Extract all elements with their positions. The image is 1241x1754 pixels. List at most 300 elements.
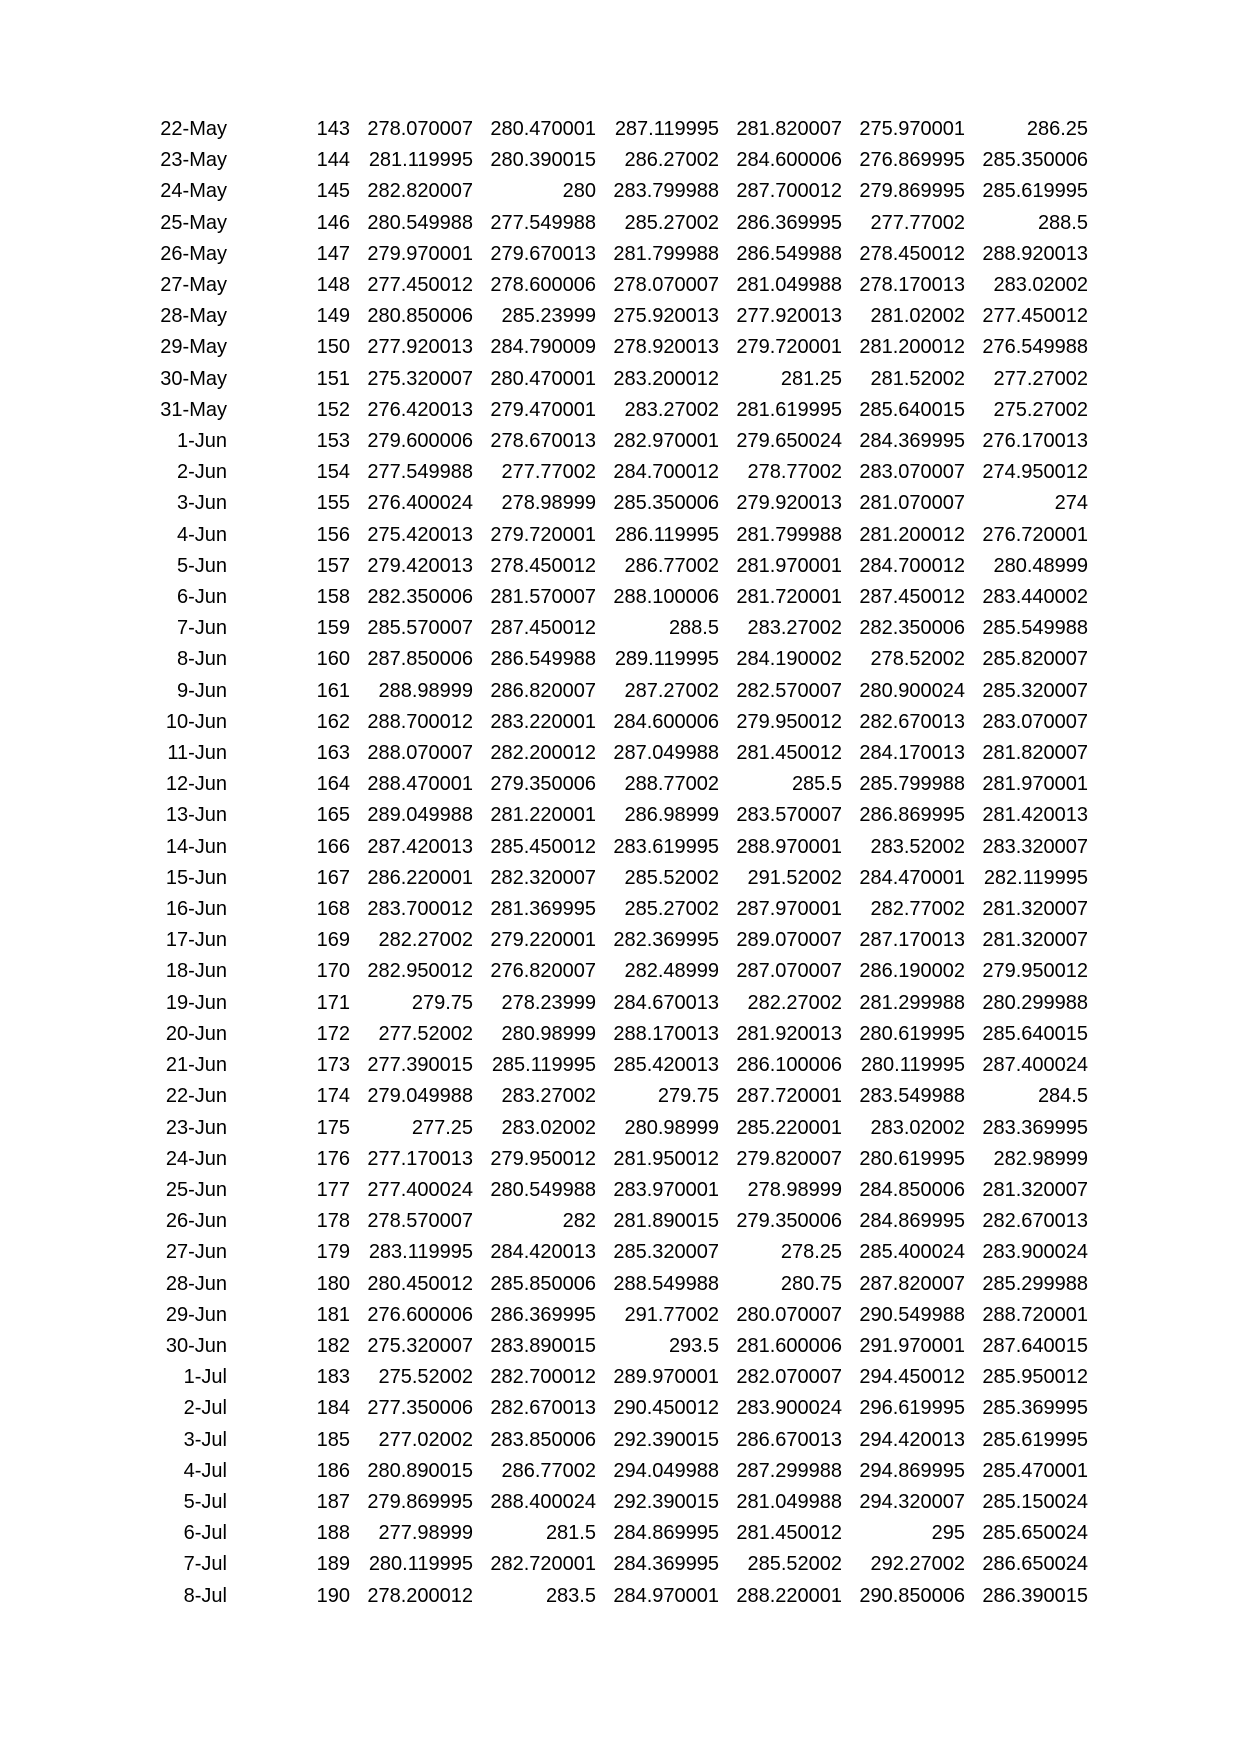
date-cell: 30-Jun xyxy=(165,1334,227,1357)
value-cell-2: 278.98999 xyxy=(501,492,596,515)
value-cell-6: 282.670013 xyxy=(982,1210,1088,1233)
value-cell-6: 274 xyxy=(1054,492,1088,515)
value-cell-2: 280.549988 xyxy=(490,1178,596,1201)
table-row xyxy=(146,769,1088,800)
value-cell-2: 280 xyxy=(562,180,596,203)
table-row xyxy=(146,239,1088,270)
day-number-cell: 187 xyxy=(316,1490,350,1513)
value-cell-6: 288.720001 xyxy=(982,1303,1088,1326)
value-cell-2: 284.790009 xyxy=(490,336,596,359)
day-number-cell: 170 xyxy=(316,960,350,983)
value-cell-1: 285.570007 xyxy=(367,617,473,640)
value-cell-1: 288.700012 xyxy=(367,710,473,733)
value-cell-4: 289.070007 xyxy=(736,929,842,952)
value-cell-2: 282.720001 xyxy=(490,1553,596,1576)
value-cell-6: 288.920013 xyxy=(982,242,1088,265)
day-number-cell: 153 xyxy=(316,430,350,453)
value-cell-5: 296.619995 xyxy=(859,1397,965,1420)
value-cell-2: 286.77002 xyxy=(501,1459,596,1482)
value-cell-1: 276.600006 xyxy=(367,1303,473,1326)
table-row xyxy=(146,1362,1088,1393)
value-cell-2: 280.470001 xyxy=(490,118,596,140)
value-cell-2: 283.220001 xyxy=(490,710,596,733)
value-cell-1: 286.220001 xyxy=(367,866,473,889)
day-number-cell: 168 xyxy=(316,898,350,921)
date-cell: 25-May xyxy=(160,211,227,234)
value-cell-4: 288.970001 xyxy=(736,835,842,858)
value-cell-4: 284.190002 xyxy=(736,648,842,671)
table-row xyxy=(146,676,1088,707)
value-cell-6: 275.27002 xyxy=(993,398,1088,421)
day-number-cell: 148 xyxy=(316,274,350,297)
value-cell-1: 277.98999 xyxy=(378,1522,473,1545)
table-row xyxy=(146,145,1088,176)
value-cell-5: 284.170013 xyxy=(859,742,965,765)
date-cell: 13-Jun xyxy=(165,804,227,827)
table-row xyxy=(146,1206,1088,1237)
day-number-cell: 160 xyxy=(316,648,350,671)
value-cell-1: 279.75 xyxy=(411,991,473,1014)
day-number-cell: 164 xyxy=(316,773,350,796)
value-cell-4: 281.799988 xyxy=(736,523,842,546)
table-row xyxy=(146,925,1088,956)
value-cell-2: 283.890015 xyxy=(490,1334,596,1357)
value-cell-2: 280.470001 xyxy=(490,367,596,390)
table-row xyxy=(146,738,1088,769)
value-cell-4: 283.570007 xyxy=(736,804,842,827)
value-cell-1: 277.170013 xyxy=(367,1147,473,1170)
value-cell-3: 284.600006 xyxy=(613,710,719,733)
value-cell-4: 281.25 xyxy=(780,367,842,390)
value-cell-5: 294.420013 xyxy=(859,1428,965,1451)
date-cell: 24-May xyxy=(160,180,227,203)
value-cell-6: 286.390015 xyxy=(982,1584,1088,1607)
table-row xyxy=(146,863,1088,894)
value-cell-3: 288.170013 xyxy=(613,1022,719,1045)
value-cell-3: 283.619995 xyxy=(613,835,719,858)
value-cell-4: 282.070007 xyxy=(736,1366,842,1389)
table-row xyxy=(146,488,1088,519)
table-row xyxy=(146,457,1088,488)
value-cell-6: 285.820007 xyxy=(982,648,1088,671)
table-row xyxy=(146,364,1088,395)
value-cell-6: 280.48999 xyxy=(993,554,1088,577)
value-cell-2: 286.820007 xyxy=(490,679,596,702)
value-cell-3: 281.890015 xyxy=(613,1210,719,1233)
value-cell-3: 285.27002 xyxy=(624,211,719,234)
value-cell-6: 281.820007 xyxy=(982,742,1088,765)
value-cell-4: 282.570007 xyxy=(736,679,842,702)
value-cell-3: 286.119995 xyxy=(614,523,719,546)
value-cell-3: 284.700012 xyxy=(613,461,719,484)
date-cell: 27-Jun xyxy=(165,1241,227,1264)
value-cell-5: 294.320007 xyxy=(859,1490,965,1513)
day-number-cell: 169 xyxy=(316,929,350,952)
value-cell-5: 286.190002 xyxy=(859,960,965,983)
value-cell-5: 294.450012 xyxy=(859,1366,965,1389)
value-cell-3: 279.75 xyxy=(657,1085,719,1108)
table-row xyxy=(146,1050,1088,1081)
value-cell-6: 281.420013 xyxy=(982,804,1088,827)
value-cell-4: 287.700012 xyxy=(736,180,842,203)
day-number-cell: 156 xyxy=(316,523,350,546)
value-cell-4: 279.720001 xyxy=(736,336,842,359)
value-cell-1: 279.869995 xyxy=(367,1490,473,1513)
date-cell: 10-Jun xyxy=(165,710,227,733)
table-row xyxy=(146,1144,1088,1175)
value-cell-3: 286.98999 xyxy=(624,804,719,827)
date-cell: 25-Jun xyxy=(165,1178,227,1201)
value-cell-6: 281.320007 xyxy=(982,929,1088,952)
day-number-cell: 175 xyxy=(316,1116,350,1139)
value-cell-1: 282.350006 xyxy=(367,586,473,609)
value-cell-5: 295 xyxy=(931,1522,965,1545)
value-cell-3: 284.869995 xyxy=(613,1522,719,1545)
value-cell-1: 277.390015 xyxy=(367,1054,473,1077)
value-cell-6: 285.369995 xyxy=(982,1397,1088,1420)
value-cell-1: 278.070007 xyxy=(367,118,473,140)
value-cell-6: 285.320007 xyxy=(982,679,1088,702)
value-cell-3: 283.970001 xyxy=(613,1178,719,1201)
table-row xyxy=(146,707,1088,738)
table-row xyxy=(146,613,1088,644)
day-number-cell: 161 xyxy=(316,679,350,702)
value-cell-1: 280.119995 xyxy=(368,1553,473,1576)
value-cell-4: 286.549988 xyxy=(736,242,842,265)
spreadsheet-page xyxy=(0,114,1241,1612)
value-cell-6: 285.950012 xyxy=(982,1366,1088,1389)
date-cell: 20-Jun xyxy=(165,1022,227,1045)
value-cell-1: 288.98999 xyxy=(378,679,473,702)
value-cell-3: 281.799988 xyxy=(613,242,719,265)
table-row xyxy=(146,644,1088,675)
value-cell-2: 285.450012 xyxy=(490,835,596,858)
value-cell-1: 275.320007 xyxy=(367,1334,473,1357)
value-cell-3: 283.799988 xyxy=(613,180,719,203)
table-row xyxy=(146,176,1088,207)
day-number-cell: 173 xyxy=(316,1054,350,1077)
day-number-cell: 150 xyxy=(316,336,350,359)
value-cell-3: 290.450012 xyxy=(613,1397,719,1420)
table-row xyxy=(146,832,1088,863)
value-cell-5: 278.52002 xyxy=(870,648,965,671)
value-cell-5: 276.869995 xyxy=(859,149,965,172)
value-cell-4: 280.070007 xyxy=(736,1303,842,1326)
value-cell-5: 281.200012 xyxy=(859,336,965,359)
table-row xyxy=(146,1456,1088,1487)
value-cell-2: 281.369995 xyxy=(490,898,596,921)
value-cell-6: 285.650024 xyxy=(982,1522,1088,1545)
table-row xyxy=(146,1393,1088,1424)
value-cell-5: 291.970001 xyxy=(859,1334,965,1357)
value-cell-5: 286.869995 xyxy=(859,804,965,827)
value-cell-3: 288.77002 xyxy=(624,773,719,796)
table-row xyxy=(146,332,1088,363)
value-cell-3: 293.5 xyxy=(668,1334,719,1357)
value-cell-6: 277.27002 xyxy=(993,367,1088,390)
date-cell: 26-May xyxy=(160,242,227,265)
day-number-cell: 158 xyxy=(316,586,350,609)
value-cell-2: 279.670013 xyxy=(490,242,596,265)
date-cell: 6-Jul xyxy=(183,1522,227,1545)
value-cell-5: 284.869995 xyxy=(859,1210,965,1233)
value-cell-4: 287.970001 xyxy=(736,898,842,921)
day-number-cell: 174 xyxy=(316,1085,350,1108)
value-cell-5: 290.850006 xyxy=(859,1584,965,1607)
day-number-cell: 151 xyxy=(316,367,350,390)
value-cell-4: 278.98999 xyxy=(747,1178,842,1201)
value-cell-2: 288.400024 xyxy=(490,1490,596,1513)
day-number-cell: 181 xyxy=(316,1303,350,1326)
table-row xyxy=(146,301,1088,332)
table-row xyxy=(146,1269,1088,1300)
value-cell-2: 282.200012 xyxy=(490,742,596,765)
value-cell-4: 281.720001 xyxy=(736,586,842,609)
table-row xyxy=(146,988,1088,1019)
day-number-cell: 166 xyxy=(316,835,350,858)
value-cell-6: 280.299988 xyxy=(982,991,1088,1014)
value-cell-2: 281.5 xyxy=(545,1522,596,1545)
value-cell-5: 284.369995 xyxy=(859,430,965,453)
value-cell-4: 283.900024 xyxy=(736,1397,842,1420)
value-cell-3: 284.970001 xyxy=(613,1584,719,1607)
day-number-cell: 143 xyxy=(316,118,350,140)
day-number-cell: 177 xyxy=(316,1178,350,1201)
value-cell-1: 283.700012 xyxy=(367,898,473,921)
value-cell-2: 278.600006 xyxy=(490,274,596,297)
table-row xyxy=(146,551,1088,582)
value-cell-6: 283.440002 xyxy=(982,586,1088,609)
value-cell-6: 283.900024 xyxy=(982,1241,1088,1264)
date-cell: 12-Jun xyxy=(165,773,227,796)
date-cell: 2-Jul xyxy=(183,1397,227,1420)
date-cell: 9-Jun xyxy=(176,679,227,702)
value-cell-3: 292.390015 xyxy=(613,1428,719,1451)
date-cell: 4-Jul xyxy=(183,1459,227,1482)
date-cell: 8-Jul xyxy=(183,1584,227,1607)
date-cell: 7-Jul xyxy=(183,1553,227,1576)
value-cell-1: 282.950012 xyxy=(367,960,473,983)
value-cell-2: 278.670013 xyxy=(490,430,596,453)
date-cell: 14-Jun xyxy=(165,835,227,858)
value-cell-1: 279.600006 xyxy=(367,430,473,453)
date-cell: 7-Jun xyxy=(176,617,227,640)
day-number-cell: 178 xyxy=(316,1210,350,1233)
day-number-cell: 147 xyxy=(316,242,350,265)
value-cell-3: 280.98999 xyxy=(624,1116,719,1139)
value-cell-1: 277.02002 xyxy=(378,1428,473,1451)
value-cell-4: 281.820007 xyxy=(736,118,842,140)
value-cell-1: 278.570007 xyxy=(367,1210,473,1233)
day-number-cell: 154 xyxy=(316,461,350,484)
value-cell-1: 289.049988 xyxy=(367,804,473,827)
value-cell-6: 285.350006 xyxy=(982,149,1088,172)
value-cell-6: 281.320007 xyxy=(982,898,1088,921)
value-cell-2: 282.670013 xyxy=(490,1397,596,1420)
value-cell-4: 283.27002 xyxy=(747,617,842,640)
value-cell-1: 281.119995 xyxy=(368,149,473,172)
value-cell-4: 286.670013 xyxy=(736,1428,842,1451)
value-cell-6: 276.549988 xyxy=(982,336,1088,359)
date-cell: 2-Jun xyxy=(176,461,227,484)
value-cell-5: 287.820007 xyxy=(859,1272,965,1295)
value-cell-3: 283.200012 xyxy=(613,367,719,390)
day-number-cell: 163 xyxy=(316,742,350,765)
value-cell-3: 285.27002 xyxy=(624,898,719,921)
day-number-cell: 183 xyxy=(316,1366,350,1389)
date-cell: 4-Jun xyxy=(176,523,227,546)
value-cell-1: 276.420013 xyxy=(367,398,473,421)
date-cell: 28-Jun xyxy=(165,1272,227,1295)
value-cell-4: 278.77002 xyxy=(747,461,842,484)
value-cell-6: 287.400024 xyxy=(982,1054,1088,1077)
table-row xyxy=(146,208,1088,239)
value-cell-6: 283.320007 xyxy=(982,835,1088,858)
date-cell: 17-Jun xyxy=(165,929,227,952)
table-row xyxy=(146,114,1088,145)
value-cell-1: 277.52002 xyxy=(378,1022,473,1045)
date-cell: 29-Jun xyxy=(165,1303,227,1326)
value-cell-5: 281.02002 xyxy=(870,305,965,328)
value-cell-6: 286.25 xyxy=(1026,118,1088,140)
value-cell-5: 281.52002 xyxy=(870,367,965,390)
value-cell-5: 287.170013 xyxy=(859,929,965,952)
value-cell-3: 281.950012 xyxy=(613,1147,719,1170)
value-cell-4: 285.220001 xyxy=(736,1116,842,1139)
date-cell: 8-Jun xyxy=(176,648,227,671)
value-cell-3: 289.970001 xyxy=(613,1366,719,1389)
table-row xyxy=(146,894,1088,925)
value-cell-4: 287.299988 xyxy=(736,1459,842,1482)
value-cell-5: 280.619995 xyxy=(859,1147,965,1170)
value-cell-3: 282.48999 xyxy=(624,960,719,983)
date-cell: 29-May xyxy=(160,336,227,359)
value-cell-3: 287.27002 xyxy=(624,679,719,702)
value-cell-2: 283.850006 xyxy=(490,1428,596,1451)
day-number-cell: 185 xyxy=(316,1428,350,1451)
value-cell-2: 281.570007 xyxy=(490,586,596,609)
value-cell-5: 278.450012 xyxy=(859,242,965,265)
value-cell-5: 282.77002 xyxy=(870,898,965,921)
day-number-cell: 155 xyxy=(316,492,350,515)
value-cell-4: 280.75 xyxy=(780,1272,842,1295)
value-cell-6: 283.369995 xyxy=(982,1116,1088,1139)
value-cell-2: 283.02002 xyxy=(501,1116,596,1139)
value-cell-5: 283.02002 xyxy=(870,1116,965,1139)
value-cell-1: 283.119995 xyxy=(368,1241,473,1264)
value-cell-1: 279.049988 xyxy=(367,1085,473,1108)
value-cell-3: 283.27002 xyxy=(624,398,719,421)
value-cell-2: 286.549988 xyxy=(490,648,596,671)
value-cell-5: 281.070007 xyxy=(859,492,965,515)
value-cell-6: 286.650024 xyxy=(982,1553,1088,1576)
day-number-cell: 167 xyxy=(316,866,350,889)
value-cell-2: 285.850006 xyxy=(490,1272,596,1295)
table-row xyxy=(146,1549,1088,1580)
table-row xyxy=(146,1487,1088,1518)
value-cell-2: 279.470001 xyxy=(490,398,596,421)
value-cell-4: 281.920013 xyxy=(736,1022,842,1045)
value-cell-2: 286.369995 xyxy=(490,1303,596,1326)
day-number-cell: 184 xyxy=(316,1397,350,1420)
day-number-cell: 162 xyxy=(316,710,350,733)
value-cell-4: 286.100006 xyxy=(736,1054,842,1077)
table-row xyxy=(146,1113,1088,1144)
date-cell: 5-Jul xyxy=(183,1490,227,1513)
value-cell-4: 279.350006 xyxy=(736,1210,842,1233)
value-cell-1: 275.420013 xyxy=(367,523,473,546)
value-cell-1: 280.850006 xyxy=(367,305,473,328)
day-number-cell: 172 xyxy=(316,1022,350,1045)
value-cell-5: 280.619995 xyxy=(859,1022,965,1045)
day-number-cell: 159 xyxy=(316,617,350,640)
value-cell-6: 285.150024 xyxy=(982,1490,1088,1513)
value-cell-3: 288.549988 xyxy=(613,1272,719,1295)
table-row xyxy=(146,395,1088,426)
value-cell-4: 277.920013 xyxy=(736,305,842,328)
value-cell-5: 278.170013 xyxy=(859,274,965,297)
value-cell-2: 276.820007 xyxy=(490,960,596,983)
table-row xyxy=(146,270,1088,301)
value-cell-5: 279.869995 xyxy=(859,180,965,203)
value-cell-1: 287.420013 xyxy=(367,835,473,858)
value-cell-4: 285.52002 xyxy=(747,1553,842,1576)
value-cell-6: 282.98999 xyxy=(993,1147,1088,1170)
date-cell: 22-Jun xyxy=(165,1085,227,1108)
value-cell-3: 285.350006 xyxy=(613,492,719,515)
date-cell: 26-Jun xyxy=(165,1210,227,1233)
value-cell-5: 275.970001 xyxy=(859,118,965,140)
value-cell-5: 280.119995 xyxy=(860,1054,965,1077)
date-cell: 24-Jun xyxy=(165,1147,227,1170)
date-cell: 18-Jun xyxy=(165,960,227,983)
date-cell: 11-Jun xyxy=(167,742,227,765)
table-row xyxy=(146,1175,1088,1206)
value-cell-1: 278.200012 xyxy=(367,1584,473,1607)
value-cell-2: 277.549988 xyxy=(490,211,596,234)
date-cell: 5-Jun xyxy=(176,554,227,577)
value-cell-2: 278.23999 xyxy=(501,991,596,1014)
value-cell-3: 286.77002 xyxy=(624,554,719,577)
value-cell-5: 277.77002 xyxy=(870,211,965,234)
value-cell-4: 279.950012 xyxy=(736,710,842,733)
value-cell-3: 282.369995 xyxy=(613,929,719,952)
value-cell-6: 281.970001 xyxy=(982,773,1088,796)
value-cell-4: 281.450012 xyxy=(736,1522,842,1545)
day-number-cell: 145 xyxy=(316,180,350,203)
value-cell-4: 281.970001 xyxy=(736,554,842,577)
value-cell-4: 291.52002 xyxy=(747,866,842,889)
value-cell-2: 282 xyxy=(562,1210,596,1233)
value-cell-2: 284.420013 xyxy=(490,1241,596,1264)
value-cell-5: 284.470001 xyxy=(859,866,965,889)
date-cell: 30-May xyxy=(160,367,227,390)
date-cell: 6-Jun xyxy=(176,586,227,609)
value-cell-4: 288.220001 xyxy=(736,1584,842,1607)
day-number-cell: 171 xyxy=(316,991,350,1014)
value-cell-6: 276.720001 xyxy=(982,523,1088,546)
value-cell-6: 287.640015 xyxy=(982,1334,1088,1357)
value-cell-5: 284.700012 xyxy=(859,554,965,577)
day-number-cell: 157 xyxy=(316,554,350,577)
value-cell-1: 288.470001 xyxy=(367,773,473,796)
table-row xyxy=(146,1518,1088,1549)
value-cell-3: 288.100006 xyxy=(613,586,719,609)
value-cell-4: 279.820007 xyxy=(736,1147,842,1170)
value-cell-2: 281.220001 xyxy=(490,804,596,827)
value-cell-3: 278.920013 xyxy=(613,336,719,359)
value-cell-6: 285.549988 xyxy=(982,617,1088,640)
